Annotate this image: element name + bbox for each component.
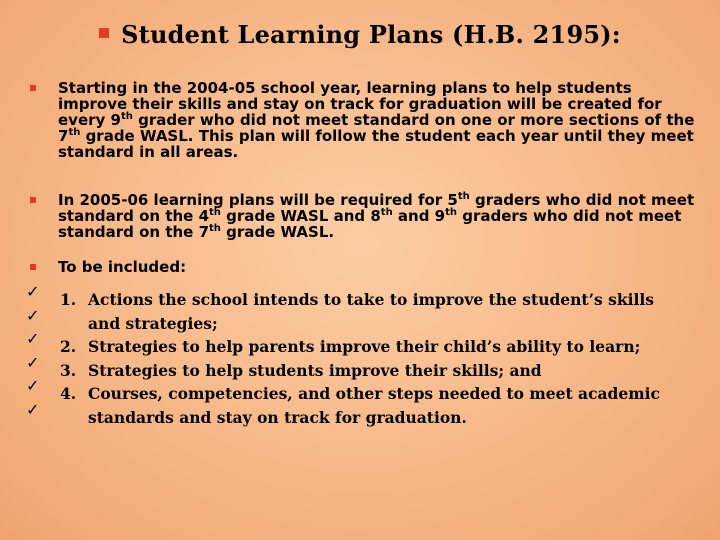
slide-title — [0, 20, 720, 49]
list-item — [60, 335, 700, 359]
item-number: 1. — [60, 290, 77, 309]
list-item — [60, 382, 700, 406]
item-text: Actions the school intends to take to improve the student’s skills — [88, 290, 654, 309]
item-number: 4. — [60, 384, 77, 404]
checkmark-icon: ✓ — [26, 352, 40, 372]
list-item — [60, 288, 700, 312]
square-bullet-icon — [30, 264, 36, 270]
item-text: Courses, competencies, and other steps needed to meet academic — [88, 384, 660, 404]
checkmark-icon: ✓ — [26, 376, 40, 396]
list-item — [60, 359, 700, 383]
title-text: Student Learning Plans (H.B. 2195): — [121, 20, 621, 49]
bullet-2004-05 — [30, 80, 700, 160]
item-number: 2. — [60, 337, 77, 357]
list-item-continuation: standards and stay on track for graduation. — [88, 407, 467, 427]
checkmark-icon: ✓ — [26, 329, 40, 349]
item-number: 3. — [60, 360, 77, 380]
checkmark-icon: ✓ — [26, 400, 40, 419]
bullet-text: In 2005-06 learning plans will be required for 5th graders who did not meet standard on the 4th grade WASL and 8th and 9th graders who did not meet standard on the 7th grade WASL. — [58, 191, 695, 241]
item-text: Strategies to help parents improve their child’s ability to learn; — [88, 337, 641, 357]
bullet-2005-06 — [30, 192, 700, 240]
title-bullet-icon — [99, 28, 109, 38]
item-text: Strategies to help students improve their skills; and — [88, 360, 542, 380]
square-bullet-icon — [30, 197, 36, 203]
bullet-to-be-included — [30, 259, 700, 275]
included-items-list — [60, 288, 700, 430]
checkmark-icon: ✓ — [26, 305, 40, 325]
checkmark-icon: ✓ — [26, 282, 40, 301]
bullet-text: Starting in the 2004-05 school year, learning plans to help students improve their skills and stay on track for graduation will be created for every 9th grader who did not meet standard on one or more sections of the 7th grade WASL. This plan will follow the student each year until they meet standard in all areas. — [58, 79, 695, 161]
bullet-text: To be included: — [58, 258, 187, 276]
square-bullet-icon — [30, 85, 36, 91]
list-item-continuation: and strategies; — [88, 313, 218, 333]
